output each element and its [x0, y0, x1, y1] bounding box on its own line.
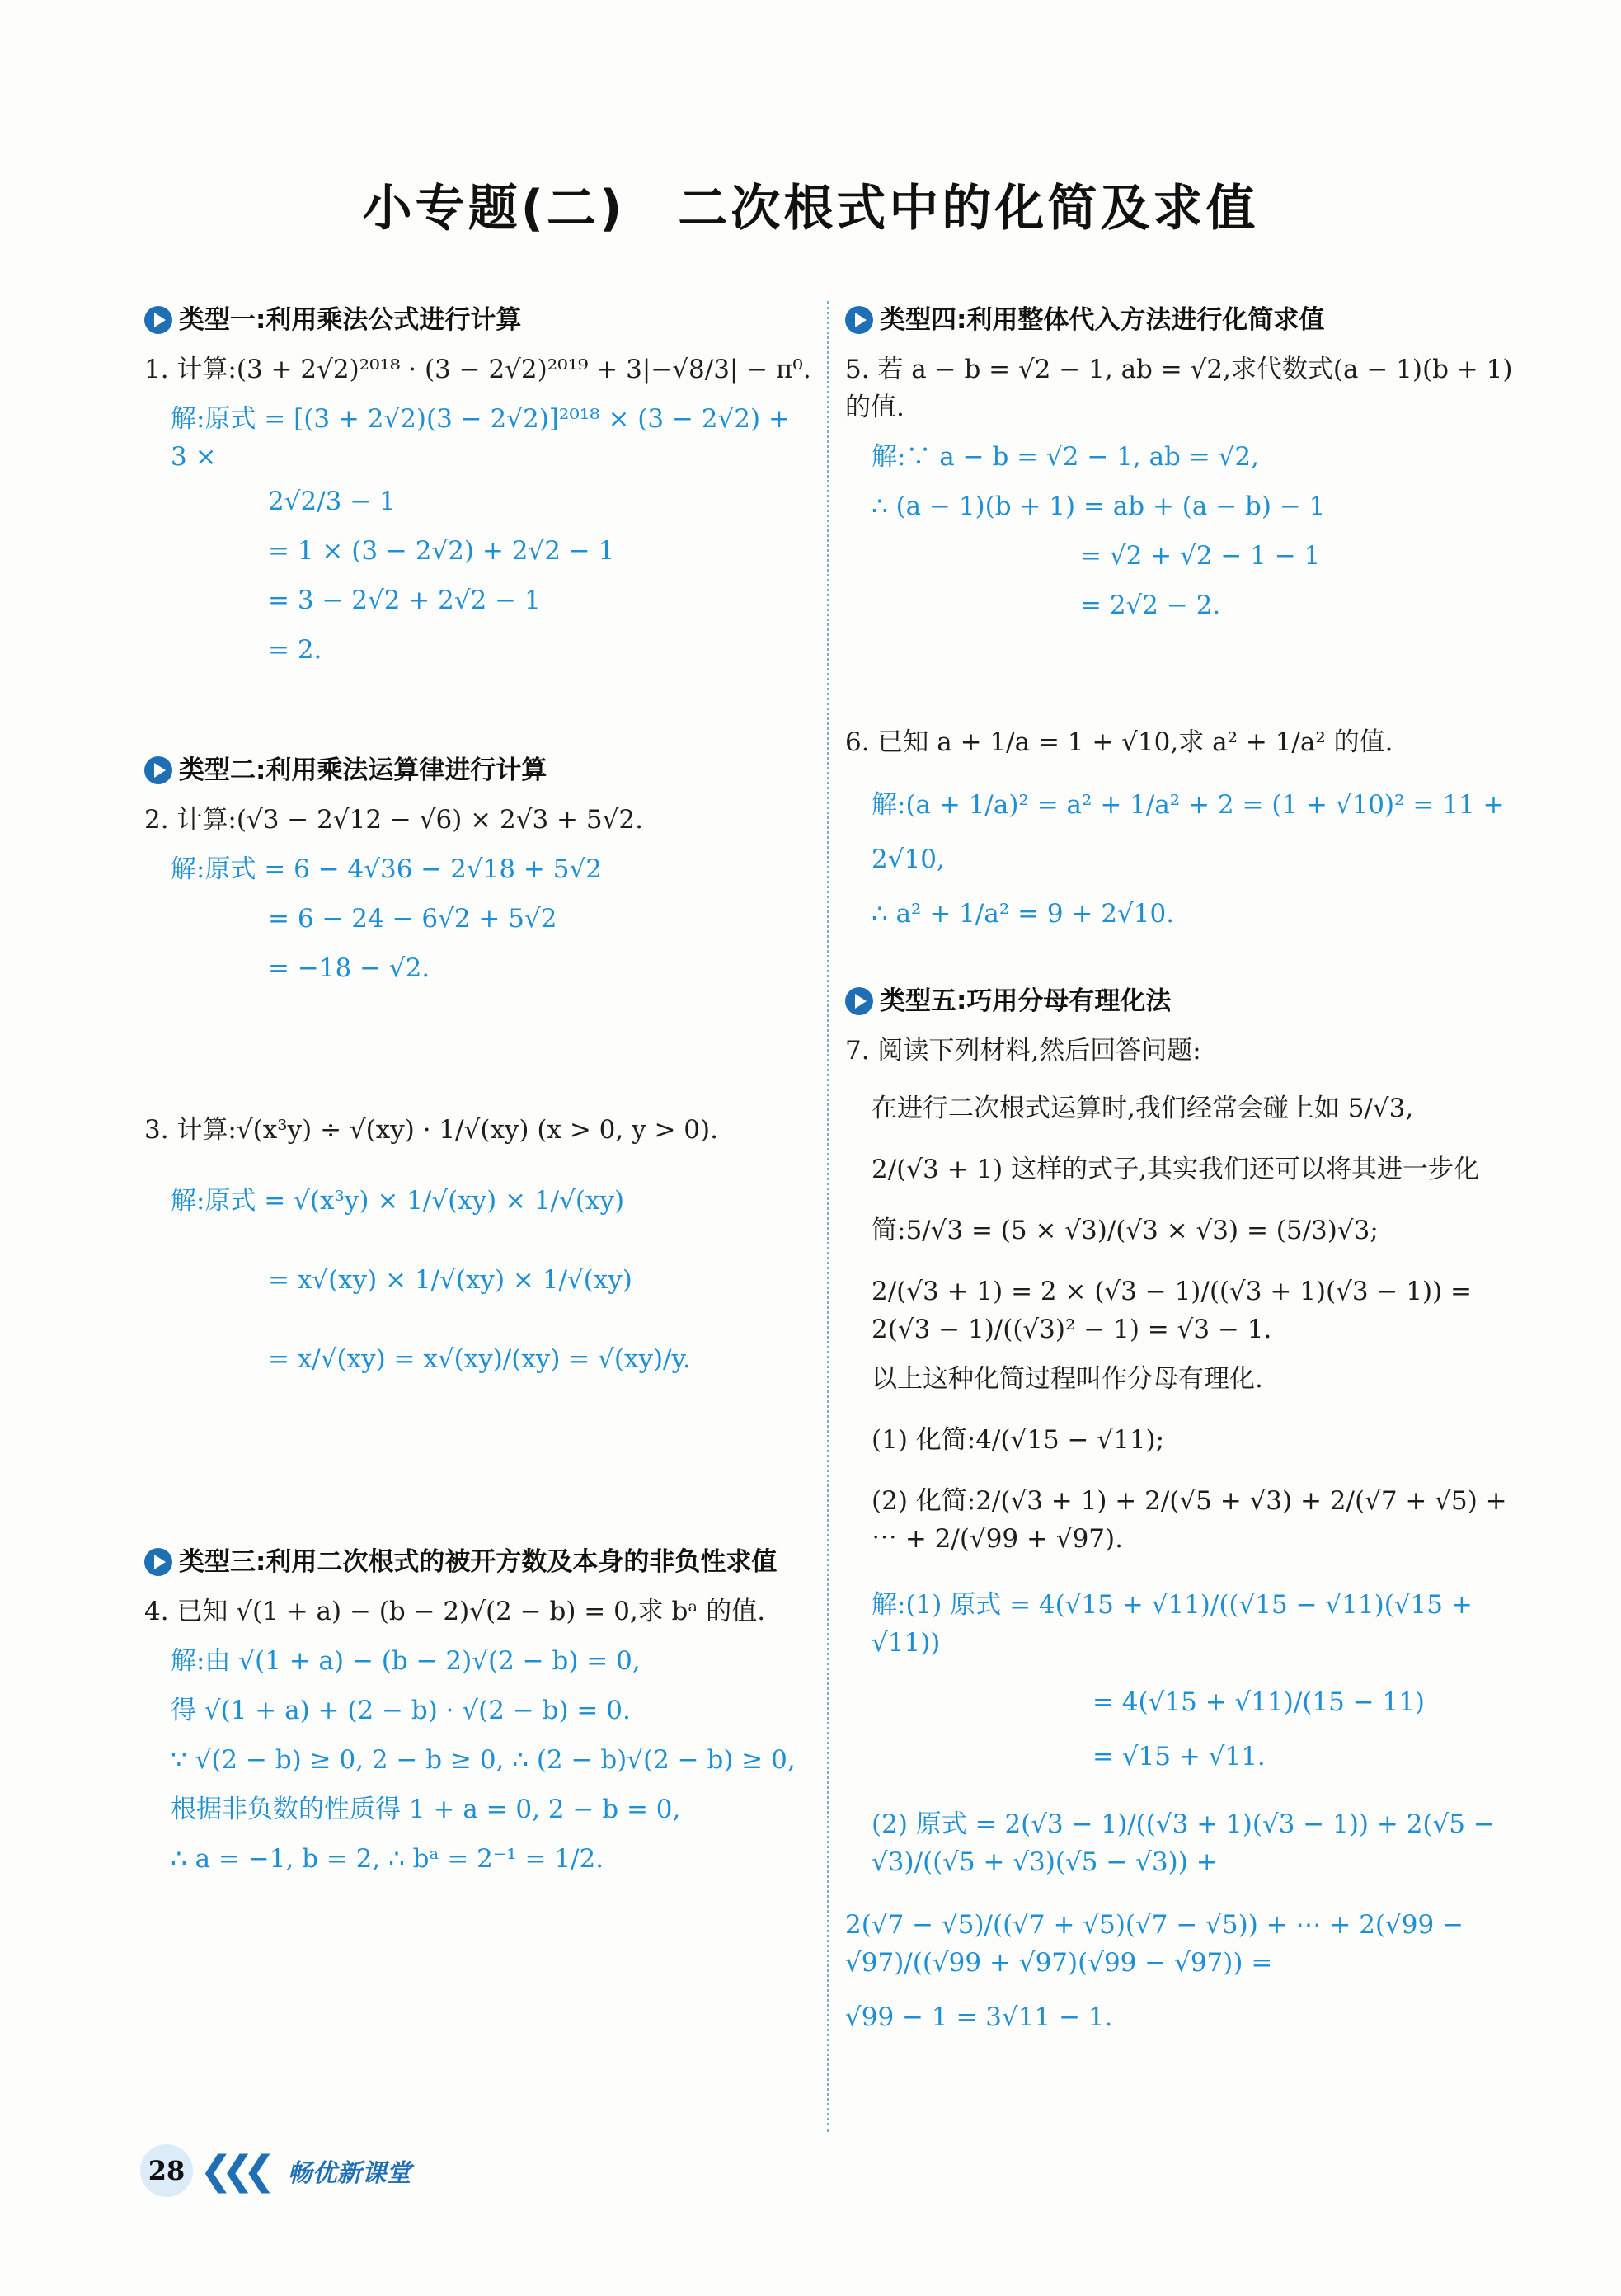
page-title: 小专题(二) 二次根式中的化简及求值 — [362, 180, 1259, 238]
material-line: 2/(√3 + 1) = 2 × (√3 − 1)/((√3 + 1)(√3 − 1)) = 2(√3 − 1)/((√3)² − 1) = √3 − 1. — [872, 1277, 1480, 1344]
question-6: 6. 已知 a + 1/a = 1 + √10,求 a² + 1/a² 的值. — [845, 727, 1393, 757]
solution-line: ∴ (a − 1)(b + 1) = ab + (a − b) − 1 — [872, 492, 1326, 521]
solution-line: √99 − 1 = 3√11 − 1. — [845, 2002, 1113, 2032]
right-column — [845, 301, 1521, 2036]
chevron-left-icon: ❮❮❮ — [200, 2148, 265, 2194]
solution-line: 解:原式 = √(x³y) × 1/√(xy) × 1/√(xy) — [171, 1186, 625, 1216]
question-5: 5. 若 a − b = √2 − 1, ab = √2,求代数式(a − 1)(b + 1)的值. — [845, 355, 1513, 422]
play-icon — [144, 756, 172, 784]
solution-line: = 1 × (3 − 2√2) + 2√2 − 1 — [268, 536, 615, 566]
solution-line: 解:原式 = 6 − 4√36 − 2√18 + 5√2 — [171, 854, 602, 884]
solution-line: = x√(xy) × 1/√(xy) × 1/√(xy) — [268, 1265, 632, 1295]
question-1: 1. 计算:(3 + 2√2)²⁰¹⁸ · (3 − 2√2)²⁰¹⁹ + 3|−√8/3| − π⁰. — [144, 355, 811, 384]
solution-line: 2(√7 − √5)/((√7 + √5)(√7 − √5)) + ⋯ + 2(√99 − √97)/((√99 + √97)(√99 − √97)) = — [845, 1910, 1472, 1978]
solution-line: = 3 − 2√2 + 2√2 − 1 — [268, 586, 541, 615]
page-footer — [140, 2144, 411, 2197]
play-icon — [144, 306, 172, 334]
solution-line: = 2√2 − 2. — [1080, 590, 1221, 620]
section-heading-type-5: 类型五:巧用分母有理化法 — [845, 982, 1521, 1020]
solution-line: ∴ a = −1, b = 2, ∴ bᵃ = 2⁻¹ = 1/2. — [171, 1844, 604, 1874]
solution-line: = −18 − √2. — [268, 953, 430, 983]
sub-question-2: (2) 化简:2/(√3 + 1) + 2/(√5 + √3) + 2/(√7 + √5) + ⋯ + 2/(√99 + √97). — [872, 1486, 1515, 1554]
book-name: 畅优新课堂 — [287, 2159, 411, 2188]
solution-line: = 2. — [268, 635, 322, 665]
question-2: 2. 计算:(√3 − 2√12 − √6) × 2√3 + 5√2. — [144, 805, 643, 835]
page-number: 28 — [140, 2144, 193, 2197]
solution-line: 解:∵ a − b = √2 − 1, ab = √2, — [872, 442, 1259, 472]
solution-line: ∵ √(2 − b) ≥ 0, 2 − b ≥ 0, ∴ (2 − b)√(2 − b) ≥ 0, — [171, 1745, 796, 1775]
material-line: 2/(√3 + 1) 这样的式子,其实我们还可以将其进一步化 — [872, 1155, 1479, 1184]
solution-line: ∴ a² + 1/a² = 9 + 2√10. — [872, 899, 1175, 929]
material-line: 以上这种化简过程叫作分母有理化. — [872, 1364, 1263, 1394]
left-column — [144, 301, 812, 1878]
column-divider — [827, 301, 829, 2132]
section-heading-type-1: 类型一:利用乘法公式进行计算 — [144, 301, 812, 339]
solution-line: (2) 原式 = 2(√3 − 1)/((√3 + 1)(√3 − 1)) + 2(√5 − √3)/((√5 + √3)(√5 − √3)) + — [872, 1809, 1503, 1877]
solution-line: 根据非负数的性质得 1 + a = 0, 2 − b = 0, — [171, 1795, 681, 1824]
solution-line: 解:由 √(1 + a) − (b − 2)√(2 − b) = 0, — [171, 1646, 641, 1676]
question-4: 4. 已知 √(1 + a) − (b − 2)√(2 − b) = 0,求 bᵃ 的值. — [144, 1597, 766, 1626]
solution-line: = √2 + √2 − 1 − 1 — [1080, 541, 1321, 571]
section-heading-type-3: 类型三:利用二次根式的被开方数及本身的非负性求值 — [144, 1543, 812, 1581]
play-icon — [144, 1548, 172, 1576]
solution-line: 解:原式 = [(3 + 2√2)(3 − 2√2)]²⁰¹⁸ × (3 − 2√2) + 3 × — [171, 404, 798, 472]
solution-line: 得 √(1 + a) + (2 − b) · √(2 − b) = 0. — [171, 1696, 631, 1725]
material-line: 简:5/√3 = (5 × √3)/(√3 × √3) = (5/3)√3; — [872, 1216, 1379, 1245]
solution-line: = 4(√15 + √11)/(15 − 11) — [1092, 1687, 1426, 1717]
solution-line: 2√2/3 − 1 — [268, 487, 396, 516]
solution-line: 解:(1) 原式 = 4(√15 + √11)/((√15 − √11)(√15 + √11)) — [872, 1590, 1481, 1658]
question-7: 7. 阅读下列材料,然后回答问题: — [845, 1036, 1201, 1066]
material-line: 在进行二次根式运算时,我们经常会碰上如 5/√3, — [872, 1094, 1414, 1123]
play-icon — [845, 306, 873, 334]
section-heading-type-4: 类型四:利用整体代入方法进行化简求值 — [845, 301, 1521, 339]
solution-line: = √15 + √11. — [1092, 1742, 1266, 1771]
solution-line: = 6 − 24 − 6√2 + 5√2 — [268, 904, 557, 934]
solution-line: 2√10, — [872, 845, 945, 874]
solution-line: 解:(a + 1/a)² = a² + 1/a² + 2 = (1 + √10)² = 11 + — [872, 790, 1505, 820]
question-3: 3. 计算:√(x³y) ÷ √(xy) · 1/√(xy) (x > 0, y > 0). — [144, 1115, 718, 1145]
play-icon — [845, 987, 873, 1015]
sub-question-1: (1) 化简:4/(√15 − √11); — [872, 1425, 1165, 1455]
section-heading-type-2: 类型二:利用乘法运算律进行计算 — [144, 751, 812, 789]
solution-line: = x/√(xy) = x√(xy)/(xy) = √(xy)/y. — [268, 1344, 691, 1374]
